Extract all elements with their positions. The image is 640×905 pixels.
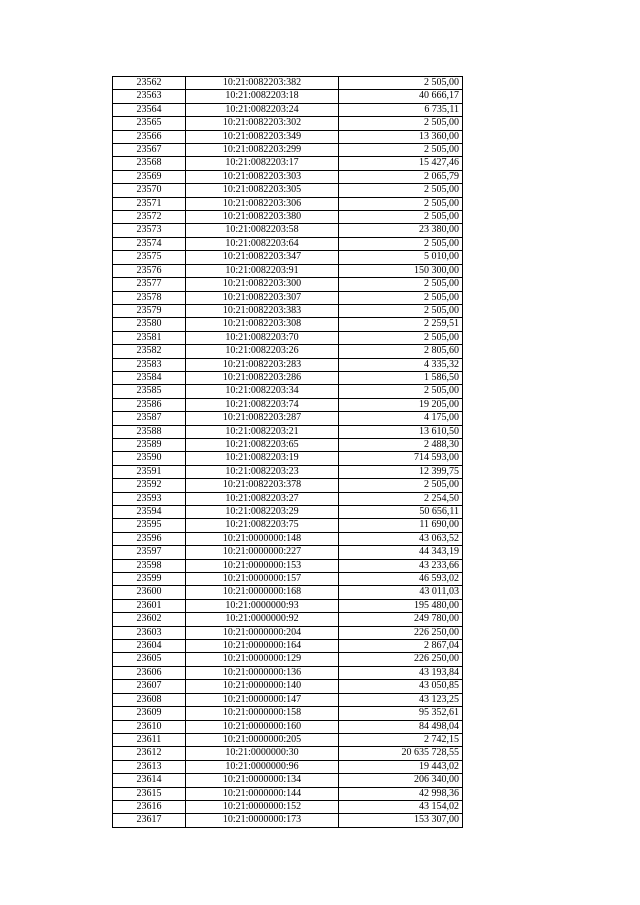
table-row xyxy=(113,814,463,827)
table-row xyxy=(113,264,463,277)
amount-cell: 2 867,04 xyxy=(339,640,463,653)
row-number-cell: 23607 xyxy=(113,680,186,693)
amount-cell: 19 205,00 xyxy=(339,398,463,411)
cadastral-code-cell: 10:21:0082203:23 xyxy=(186,465,339,478)
cadastral-code-cell: 10:21:0082203:303 xyxy=(186,170,339,183)
cadastral-code-cell: 10:21:0082203:383 xyxy=(186,304,339,317)
row-number-cell: 23616 xyxy=(113,800,186,813)
amount-cell: 13 610,50 xyxy=(339,425,463,438)
table-row xyxy=(113,680,463,693)
cadastral-code-cell: 10:21:0000000:92 xyxy=(186,613,339,626)
amount-cell: 2 505,00 xyxy=(339,184,463,197)
table-row xyxy=(113,465,463,478)
amount-cell: 2 505,00 xyxy=(339,117,463,130)
row-number-cell: 23580 xyxy=(113,318,186,331)
amount-cell: 43 011,03 xyxy=(339,586,463,599)
cadastral-code-cell: 10:21:0000000:160 xyxy=(186,720,339,733)
row-number-cell: 23610 xyxy=(113,720,186,733)
row-number-cell: 23562 xyxy=(113,77,186,90)
row-number-cell: 23584 xyxy=(113,371,186,384)
records-table-body xyxy=(113,77,463,828)
row-number-cell: 23581 xyxy=(113,331,186,344)
cadastral-code-cell: 10:21:0000000:129 xyxy=(186,653,339,666)
cadastral-code-cell: 10:21:0082203:300 xyxy=(186,278,339,291)
row-number-cell: 23577 xyxy=(113,278,186,291)
amount-cell: 2 505,00 xyxy=(339,278,463,291)
amount-cell: 43 233,66 xyxy=(339,559,463,572)
amount-cell: 12 399,75 xyxy=(339,465,463,478)
table-row xyxy=(113,425,463,438)
amount-cell: 2 505,00 xyxy=(339,291,463,304)
row-number-cell: 23599 xyxy=(113,573,186,586)
row-number-cell: 23582 xyxy=(113,345,186,358)
table-row xyxy=(113,586,463,599)
row-number-cell: 23565 xyxy=(113,117,186,130)
row-number-cell: 23606 xyxy=(113,666,186,679)
row-number-cell: 23571 xyxy=(113,197,186,210)
cadastral-code-cell: 10:21:0000000:157 xyxy=(186,573,339,586)
cadastral-code-cell: 10:21:0082203:382 xyxy=(186,77,339,90)
cadastral-code-cell: 10:21:0000000:168 xyxy=(186,586,339,599)
cadastral-code-cell: 10:21:0000000:147 xyxy=(186,693,339,706)
amount-cell: 46 593,02 xyxy=(339,573,463,586)
table-row xyxy=(113,331,463,344)
cadastral-code-cell: 10:21:0082203:307 xyxy=(186,291,339,304)
table-row xyxy=(113,438,463,451)
cadastral-code-cell: 10:21:0000000:134 xyxy=(186,774,339,787)
cadastral-code-cell: 10:21:0082203:29 xyxy=(186,506,339,519)
table-row xyxy=(113,532,463,545)
row-number-cell: 23604 xyxy=(113,640,186,653)
table-row xyxy=(113,573,463,586)
table-row xyxy=(113,640,463,653)
table-row xyxy=(113,653,463,666)
amount-cell: 19 443,02 xyxy=(339,760,463,773)
amount-cell: 2 505,00 xyxy=(339,385,463,398)
cadastral-code-cell: 10:21:0082203:349 xyxy=(186,130,339,143)
table-row xyxy=(113,224,463,237)
cadastral-code-cell: 10:21:0000000:140 xyxy=(186,680,339,693)
table-row xyxy=(113,546,463,559)
amount-cell: 150 300,00 xyxy=(339,264,463,277)
table-row xyxy=(113,747,463,760)
cadastral-code-cell: 10:21:0000000:173 xyxy=(186,814,339,827)
cadastral-code-cell: 10:21:0082203:347 xyxy=(186,251,339,264)
table-row xyxy=(113,452,463,465)
cadastral-code-cell: 10:21:0000000:164 xyxy=(186,640,339,653)
cadastral-code-cell: 10:21:0082203:283 xyxy=(186,358,339,371)
table-row xyxy=(113,251,463,264)
amount-cell: 153 307,00 xyxy=(339,814,463,827)
table-row xyxy=(113,77,463,90)
amount-cell: 2 488,30 xyxy=(339,438,463,451)
row-number-cell: 23585 xyxy=(113,385,186,398)
table-row xyxy=(113,506,463,519)
cadastral-code-cell: 10:21:0082203:17 xyxy=(186,157,339,170)
cadastral-code-cell: 10:21:0082203:19 xyxy=(186,452,339,465)
table-row xyxy=(113,720,463,733)
amount-cell: 43 154,02 xyxy=(339,800,463,813)
table-row xyxy=(113,760,463,773)
row-number-cell: 23600 xyxy=(113,586,186,599)
cadastral-code-cell: 10:21:0000000:93 xyxy=(186,599,339,612)
amount-cell: 43 123,25 xyxy=(339,693,463,706)
amount-cell: 2 505,00 xyxy=(339,237,463,250)
amount-cell: 2 259,51 xyxy=(339,318,463,331)
table-row xyxy=(113,291,463,304)
cadastral-code-cell: 10:21:0082203:302 xyxy=(186,117,339,130)
row-number-cell: 23566 xyxy=(113,130,186,143)
amount-cell: 42 998,36 xyxy=(339,787,463,800)
row-number-cell: 23614 xyxy=(113,774,186,787)
row-number-cell: 23617 xyxy=(113,814,186,827)
amount-cell: 40 666,17 xyxy=(339,90,463,103)
row-number-cell: 23589 xyxy=(113,438,186,451)
cadastral-code-cell: 10:21:0000000:30 xyxy=(186,747,339,760)
row-number-cell: 23603 xyxy=(113,626,186,639)
amount-cell: 2 505,00 xyxy=(339,197,463,210)
table-row xyxy=(113,117,463,130)
row-number-cell: 23564 xyxy=(113,103,186,116)
cadastral-code-cell: 10:21:0082203:70 xyxy=(186,331,339,344)
cadastral-code-cell: 10:21:0000000:158 xyxy=(186,707,339,720)
amount-cell: 43 063,52 xyxy=(339,532,463,545)
row-number-cell: 23601 xyxy=(113,599,186,612)
table-row xyxy=(113,144,463,157)
row-number-cell: 23569 xyxy=(113,170,186,183)
row-number-cell: 23583 xyxy=(113,358,186,371)
amount-cell: 226 250,00 xyxy=(339,653,463,666)
table-row xyxy=(113,157,463,170)
row-number-cell: 23594 xyxy=(113,506,186,519)
row-number-cell: 23613 xyxy=(113,760,186,773)
table-row xyxy=(113,371,463,384)
amount-cell: 2 505,00 xyxy=(339,144,463,157)
cadastral-code-cell: 10:21:0000000:152 xyxy=(186,800,339,813)
amount-cell: 95 352,61 xyxy=(339,707,463,720)
table-row xyxy=(113,170,463,183)
amount-cell: 84 498,04 xyxy=(339,720,463,733)
row-number-cell: 23568 xyxy=(113,157,186,170)
cadastral-code-cell: 10:21:0082203:378 xyxy=(186,479,339,492)
cadastral-code-cell: 10:21:0082203:65 xyxy=(186,438,339,451)
table-row xyxy=(113,237,463,250)
table-row xyxy=(113,358,463,371)
row-number-cell: 23563 xyxy=(113,90,186,103)
row-number-cell: 23608 xyxy=(113,693,186,706)
amount-cell: 11 690,00 xyxy=(339,519,463,532)
amount-cell: 2 505,00 xyxy=(339,304,463,317)
cadastral-code-cell: 10:21:0082203:24 xyxy=(186,103,339,116)
table-row xyxy=(113,197,463,210)
amount-cell: 15 427,46 xyxy=(339,157,463,170)
cadastral-code-cell: 10:21:0082203:306 xyxy=(186,197,339,210)
table-row xyxy=(113,559,463,572)
cadastral-code-cell: 10:21:0082203:26 xyxy=(186,345,339,358)
row-number-cell: 23579 xyxy=(113,304,186,317)
table-row xyxy=(113,130,463,143)
amount-cell: 1 586,50 xyxy=(339,371,463,384)
row-number-cell: 23597 xyxy=(113,546,186,559)
table-row xyxy=(113,318,463,331)
table-row xyxy=(113,733,463,746)
cadastral-code-cell: 10:21:0082203:58 xyxy=(186,224,339,237)
cadastral-code-cell: 10:21:0000000:205 xyxy=(186,733,339,746)
row-number-cell: 23578 xyxy=(113,291,186,304)
amount-cell: 23 380,00 xyxy=(339,224,463,237)
row-number-cell: 23605 xyxy=(113,653,186,666)
amount-cell: 20 635 728,55 xyxy=(339,747,463,760)
row-number-cell: 23611 xyxy=(113,733,186,746)
amount-cell: 2 505,00 xyxy=(339,479,463,492)
table-row xyxy=(113,613,463,626)
cadastral-code-cell: 10:21:0082203:18 xyxy=(186,90,339,103)
amount-cell: 5 010,00 xyxy=(339,251,463,264)
row-number-cell: 23576 xyxy=(113,264,186,277)
amount-cell: 2 805,60 xyxy=(339,345,463,358)
cadastral-code-cell: 10:21:0082203:305 xyxy=(186,184,339,197)
cadastral-code-cell: 10:21:0000000:96 xyxy=(186,760,339,773)
cadastral-code-cell: 10:21:0082203:74 xyxy=(186,398,339,411)
cadastral-code-cell: 10:21:0082203:21 xyxy=(186,425,339,438)
amount-cell: 226 250,00 xyxy=(339,626,463,639)
cadastral-code-cell: 10:21:0000000:204 xyxy=(186,626,339,639)
amount-cell: 2 505,00 xyxy=(339,211,463,224)
amount-cell: 2 065,79 xyxy=(339,170,463,183)
row-number-cell: 23598 xyxy=(113,559,186,572)
cadastral-code-cell: 10:21:0082203:27 xyxy=(186,492,339,505)
table-row xyxy=(113,385,463,398)
cadastral-code-cell: 10:21:0000000:153 xyxy=(186,559,339,572)
row-number-cell: 23574 xyxy=(113,237,186,250)
amount-cell: 43 193,84 xyxy=(339,666,463,679)
table-row xyxy=(113,492,463,505)
table-row xyxy=(113,599,463,612)
row-number-cell: 23609 xyxy=(113,707,186,720)
amount-cell: 44 343,19 xyxy=(339,546,463,559)
amount-cell: 714 593,00 xyxy=(339,452,463,465)
row-number-cell: 23595 xyxy=(113,519,186,532)
amount-cell: 2 742,15 xyxy=(339,733,463,746)
cadastral-code-cell: 10:21:0000000:227 xyxy=(186,546,339,559)
records-table xyxy=(112,76,463,828)
table-row xyxy=(113,211,463,224)
cadastral-code-cell: 10:21:0082203:299 xyxy=(186,144,339,157)
amount-cell: 6 735,11 xyxy=(339,103,463,116)
cadastral-code-cell: 10:21:0000000:148 xyxy=(186,532,339,545)
amount-cell: 249 780,00 xyxy=(339,613,463,626)
cadastral-code-cell: 10:21:0082203:286 xyxy=(186,371,339,384)
row-number-cell: 23567 xyxy=(113,144,186,157)
table-row xyxy=(113,519,463,532)
table-row xyxy=(113,479,463,492)
amount-cell: 4 175,00 xyxy=(339,412,463,425)
cadastral-code-cell: 10:21:0000000:144 xyxy=(186,787,339,800)
table-row xyxy=(113,774,463,787)
amount-cell: 206 340,00 xyxy=(339,774,463,787)
table-row xyxy=(113,787,463,800)
table-row xyxy=(113,626,463,639)
amount-cell: 2 505,00 xyxy=(339,77,463,90)
cadastral-code-cell: 10:21:0082203:308 xyxy=(186,318,339,331)
table-row xyxy=(113,693,463,706)
table-row xyxy=(113,800,463,813)
row-number-cell: 23612 xyxy=(113,747,186,760)
row-number-cell: 23586 xyxy=(113,398,186,411)
row-number-cell: 23587 xyxy=(113,412,186,425)
amount-cell: 195 480,00 xyxy=(339,599,463,612)
cadastral-code-cell: 10:21:0082203:64 xyxy=(186,237,339,250)
cadastral-code-cell: 10:21:0082203:75 xyxy=(186,519,339,532)
amount-cell: 4 335,32 xyxy=(339,358,463,371)
row-number-cell: 23590 xyxy=(113,452,186,465)
table-row xyxy=(113,184,463,197)
row-number-cell: 23575 xyxy=(113,251,186,264)
row-number-cell: 23591 xyxy=(113,465,186,478)
row-number-cell: 23592 xyxy=(113,479,186,492)
amount-cell: 2 254,50 xyxy=(339,492,463,505)
table-row xyxy=(113,103,463,116)
row-number-cell: 23602 xyxy=(113,613,186,626)
row-number-cell: 23593 xyxy=(113,492,186,505)
table-row xyxy=(113,666,463,679)
cadastral-code-cell: 10:21:0082203:380 xyxy=(186,211,339,224)
amount-cell: 50 656,11 xyxy=(339,506,463,519)
row-number-cell: 23596 xyxy=(113,532,186,545)
row-number-cell: 23588 xyxy=(113,425,186,438)
row-number-cell: 23615 xyxy=(113,787,186,800)
cadastral-code-cell: 10:21:0082203:91 xyxy=(186,264,339,277)
row-number-cell: 23573 xyxy=(113,224,186,237)
table-row xyxy=(113,278,463,291)
row-number-cell: 23570 xyxy=(113,184,186,197)
table-row xyxy=(113,707,463,720)
amount-cell: 13 360,00 xyxy=(339,130,463,143)
table-row xyxy=(113,345,463,358)
table-row xyxy=(113,304,463,317)
amount-cell: 2 505,00 xyxy=(339,331,463,344)
table-row xyxy=(113,90,463,103)
table-row xyxy=(113,398,463,411)
cadastral-code-cell: 10:21:0082203:34 xyxy=(186,385,339,398)
amount-cell: 43 050,85 xyxy=(339,680,463,693)
cadastral-code-cell: 10:21:0082203:287 xyxy=(186,412,339,425)
cadastral-code-cell: 10:21:0000000:136 xyxy=(186,666,339,679)
table-row xyxy=(113,412,463,425)
row-number-cell: 23572 xyxy=(113,211,186,224)
